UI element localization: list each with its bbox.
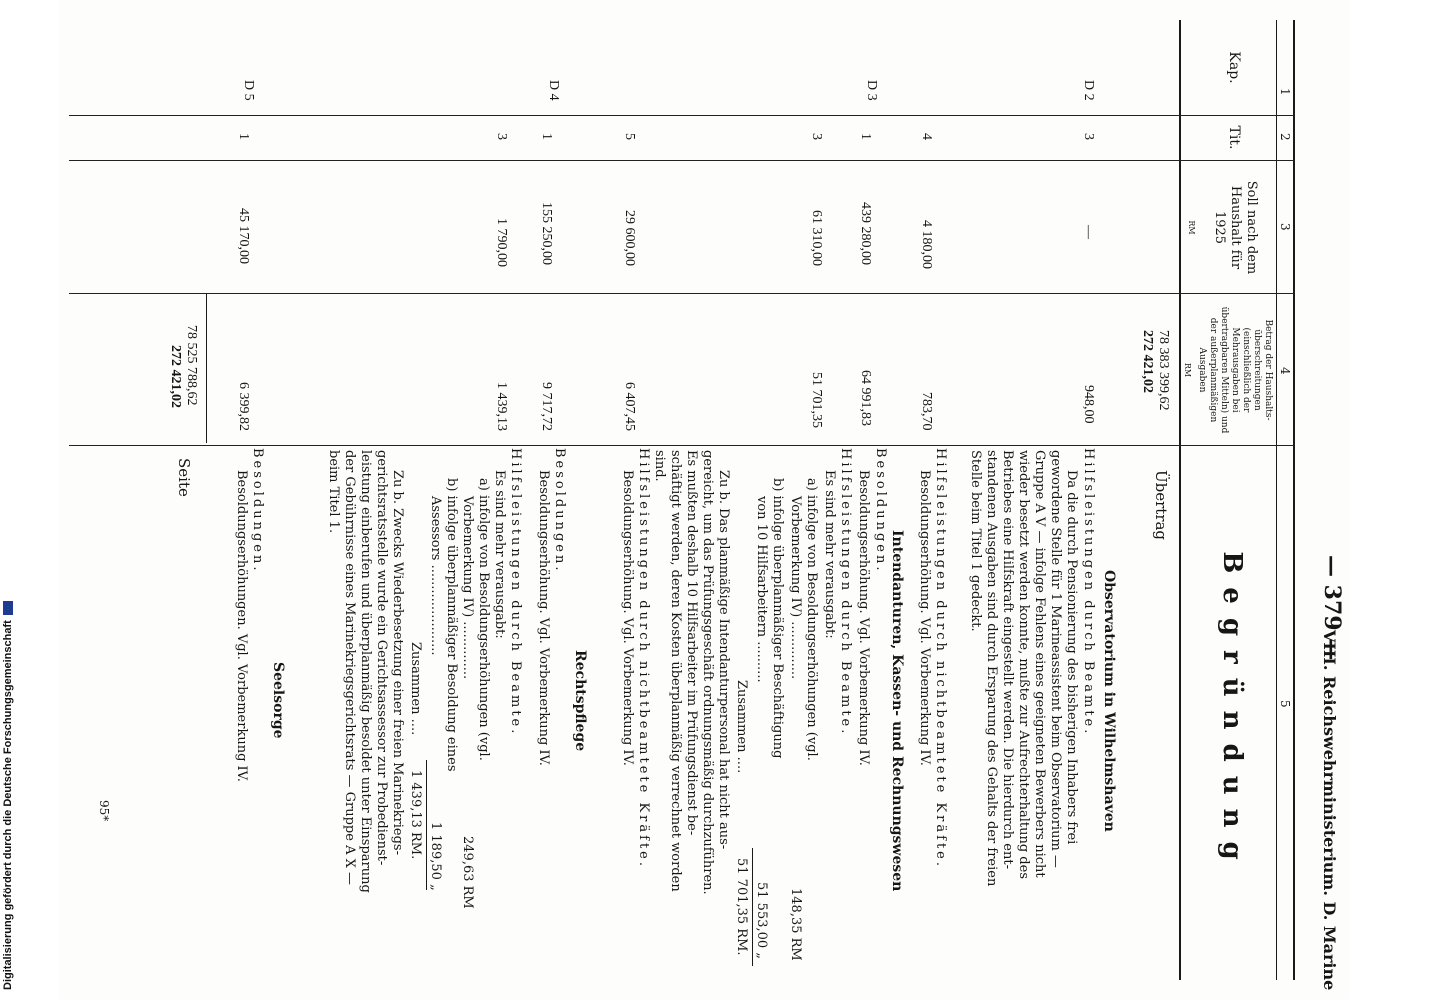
header-betrag-unit: RM — [1183, 362, 1192, 378]
row-d4-t1-soll: 155 250,00 — [539, 202, 554, 265]
d3-t3-heading: Hilfsleistungen durch Beamte. — [838, 448, 853, 737]
d3-t3-note-line1: Zu b. Das planmäßige Intendanturpersonal hat nicht aus- — [716, 470, 731, 850]
d4-t3-intro: Es sind mehr verausgabt: — [492, 470, 507, 639]
page-number: — 379 — — [1319, 555, 1345, 661]
d2-t3-heading: Hilfsleistungen durch Beamte. — [1081, 448, 1096, 737]
d3-t3-sum-rule — [752, 848, 753, 966]
header-tit: Tit. — [1226, 125, 1242, 150]
total-rule — [206, 293, 207, 443]
row-d5-t1-soll: 45 170,00 — [236, 208, 251, 264]
d3-t3-item-b-line2: von 10 Hilfsarbeitern .......... — [754, 496, 769, 683]
colnum-2: 2 — [1278, 133, 1292, 141]
carry-over-amount1: 78 383 399,62 — [1156, 330, 1171, 411]
row-d2-t4-tit: 4 — [919, 133, 934, 140]
row-d2-t3-betrag: 948,00 — [1081, 385, 1096, 424]
d3-t3-note-line5: sind. — [652, 450, 667, 482]
d4-t1-heading: Besoldungen. — [552, 448, 567, 574]
d3-t5-body: Besoldungserhöhung. Vgl. Vorbemerkung IV. — [620, 470, 635, 766]
colnum-1: 1 — [1278, 88, 1292, 96]
d3-t3-sum-amount: 51 701,35 RM. — [734, 858, 749, 956]
d4-t3-item-b-line1: b) infolge überplanmäßiger Besoldung eines — [444, 478, 459, 772]
d4-t3-note-line5: beim Titel 1. — [326, 450, 341, 534]
row-d2-t3-soll: — — [1081, 225, 1096, 239]
d4-t3-item-b-amount: 1 189,50 „ — [428, 822, 443, 891]
row-d4-t3-betrag: 1 439,13 — [494, 382, 509, 431]
d3-t5-heading: Hilfsleistungen durch nichtbeamtete Kräfte. — [636, 448, 651, 870]
d4-t3-note-line1: Zu b. Zwecks Wiederbesetzung einer freien Marinekriegs- — [390, 470, 405, 855]
d3-t3-item-b-line1: b) infolge überplanmäßiger Beschäftigung — [770, 478, 785, 759]
header-kap: Kap. — [1226, 51, 1242, 84]
d3-t3-item-a-line2: Vorbemerkung IV) .............. — [788, 496, 803, 680]
row-d3-t5-betrag: 6 407,45 — [622, 382, 637, 431]
header-betrag: Betrag der Haushalts-überschreitungen (einschließlich der Mehrausgaben bei übertragbaren Mitteln) und der außerplanmäßigen Ausgaben — [1197, 306, 1273, 434]
scanned-page — [59, 0, 1349, 1000]
d2-t3-line4: wieder besetzt werden konnte, mußte zur Aufrechterhaltung des — [1016, 450, 1031, 879]
d3-t3-sum-label: Zusammen .... — [734, 680, 749, 774]
d2-t4-body: Besoldungserhöhung. Vgl. Vorbemerkung IV. — [917, 470, 932, 766]
d4-t3-note-line3: leistung einberufen und überplanmäßig besoldet unter Einsparung — [358, 450, 373, 893]
row-d3-t3-tit: 3 — [809, 133, 824, 140]
d4-t3-item-a-line2: Vorbemerkung IV) .............. — [460, 496, 475, 680]
d2-t3-line3: Gruppe A V — infolge Fehlens eines geeigneten Bewerbers nicht — [1032, 450, 1047, 878]
row-d5-t1-tit: 1 — [236, 133, 251, 140]
row-d3-kap: D 3 — [864, 80, 879, 101]
d2-t3-line1: Da die durch Pensionierung des bisherigen Inhabers frei — [1064, 470, 1079, 845]
d2-t4-heading: Hilfsleistungen durch nichtbeamtete Kräfte. — [933, 448, 948, 870]
row-d4-t1-tit: 1 — [539, 133, 554, 140]
header-soll: Soll nach dem Haushalt für 1925 — [1212, 180, 1259, 275]
d4-t3-sum-label: Zusammen .... — [408, 642, 423, 736]
row-d5-t1-betrag: 6 399,82 — [236, 382, 251, 431]
d2-t3-line7: Stelle beim Titel 1 gedeckt. — [968, 450, 983, 632]
page-total-label: Seite — [175, 458, 193, 497]
colnum-5: 5 — [1278, 700, 1292, 708]
row-d2-t3-tit: 3 — [1081, 133, 1096, 140]
page-total-amount2: 272 421,02 — [168, 345, 183, 408]
row-d4-kap: D 4 — [546, 80, 561, 101]
header-rule — [1179, 20, 1181, 980]
col-sep-2 — [69, 160, 1295, 161]
dfg-logo — [3, 601, 13, 615]
footer-mark: 95* — [97, 800, 111, 822]
header-begruendung: Begründung — [1217, 551, 1247, 874]
d3-t3-note-line4: schäftigt werden, deren Kosten überplanmäßig verrechnet worden — [668, 450, 683, 892]
d5-t1-body: Besoldungserhöhungen. Vgl. Vorbemerkung IV. — [234, 470, 249, 782]
col-sep-1 — [69, 115, 1295, 116]
section-heading-d5: Seelsorge — [270, 662, 286, 739]
d3-t1-heading: Besoldungen. — [873, 448, 888, 574]
row-d3-t3-betrag: 51 701,35 — [809, 372, 824, 428]
row-d5-kap: D 5 — [241, 80, 256, 101]
row-d4-t3-soll: 1 790,00 — [494, 218, 509, 267]
row-d3-t1-tit: 1 — [858, 133, 873, 140]
row-d3-t5-tit: 5 — [622, 133, 637, 140]
digitization-credit — [2, 601, 14, 990]
page-total-amount1: 78 525 788,62 — [184, 325, 199, 406]
carry-over-amount2: 272 421,02 — [1140, 330, 1155, 393]
row-d3-t1-soll: 439 280,00 — [858, 202, 873, 265]
colnum-4: 4 — [1278, 367, 1292, 375]
d3-t3-item-b-amount: 51 553,00 „ — [754, 882, 769, 960]
d3-t3-note-line2: gereicht, um das Prüfungsgeschäft ordnungsmäßig durchzuführen. — [700, 450, 715, 895]
d4-t3-heading: Hilfsleistungen durch Beamte. — [508, 448, 523, 737]
d3-t1-body: Besoldungserhöhung. Vgl. Vorbemerkung IV. — [856, 470, 871, 766]
row-d3-t1-betrag: 64 991,83 — [858, 370, 873, 426]
d4-t3-sum-amount: 1 439,13 RM. — [408, 770, 423, 860]
d3-t3-item-a-amount: 148,35 RM — [788, 888, 803, 961]
running-header: VIII. Reichswehrministerium. D. Marine — [1320, 630, 1339, 991]
d4-t3-sum-rule — [426, 760, 427, 890]
d3-t3-note-line3: Es mußten deshalb 10 Hilfsarbeiter im Prüfungsdienst be- — [684, 450, 699, 836]
row-d2-t4-betrag: 783,70 — [919, 392, 934, 431]
d3-t3-item-a-line1: a) infolge von Besoldungserhöhungen (vgl. — [804, 478, 819, 761]
section-heading-d4: Rechtspflege — [572, 650, 588, 752]
d3-t3-intro: Es sind mehr verausgabt: — [822, 470, 837, 639]
d2-t3-line5: Betriebes eine Hilfskraft eingestellt werden. Die hierdurch ent- — [1000, 450, 1015, 869]
section-heading-d3: Intendanturen, Kassen- und Rechnungswesen — [889, 530, 905, 892]
colnum-rule — [1276, 20, 1277, 980]
row-d4-t1-betrag: 9 717,72 — [539, 382, 554, 431]
d4-t3-item-b-line2: Assessors ...................... — [428, 496, 443, 656]
credit-text: Digitalisierung gefördert durch die Deutsche Forschungsgemeinschaft — [2, 620, 14, 990]
header-soll-unit: RM — [1187, 220, 1196, 235]
row-d2-kap: D 2 — [1081, 80, 1096, 101]
d5-t1-heading: Besoldungen. — [250, 448, 265, 574]
row-d2-t4-soll: 4 180,00 — [919, 220, 934, 269]
d4-t3-note-line2: gerichtsratsstelle wurde ein Gerichtsassessor zur Probedienst- — [374, 450, 389, 866]
col-sep-3 — [69, 293, 1295, 294]
row-d4-t3-tit: 3 — [494, 133, 509, 140]
section-heading-d2: Observatorium in Wilhelmshaven — [1101, 570, 1117, 832]
carry-over-label: Übertrag — [1152, 470, 1170, 541]
col-sep-4 — [69, 445, 1295, 446]
d4-t3-item-a-line1: a) infolge von Besoldungserhöhungen (vgl. — [476, 478, 491, 761]
row-d3-t5-soll: 29 600,00 — [622, 210, 637, 266]
d4-t3-note-line4: der Gebührnisse eines Marinekriegsgerichtsrats — Gruppe A X — — [342, 450, 357, 885]
d4-t1-body: Besoldungserhöhung. Vgl. Vorbemerkung IV. — [536, 470, 551, 766]
row-d3-t3-soll: 61 310,00 — [809, 210, 824, 266]
top-rule — [1293, 20, 1295, 980]
d2-t3-line2: gewordene Stelle für 1 Marineassistent beim Observatorium — — [1048, 450, 1063, 868]
d4-t3-item-a-amount: 249,63 RM — [460, 836, 475, 909]
d2-t3-line6: standenen Ausgaben sind durch Ersparung des Gehalts der freien — [984, 450, 999, 887]
colnum-3: 3 — [1278, 223, 1292, 231]
